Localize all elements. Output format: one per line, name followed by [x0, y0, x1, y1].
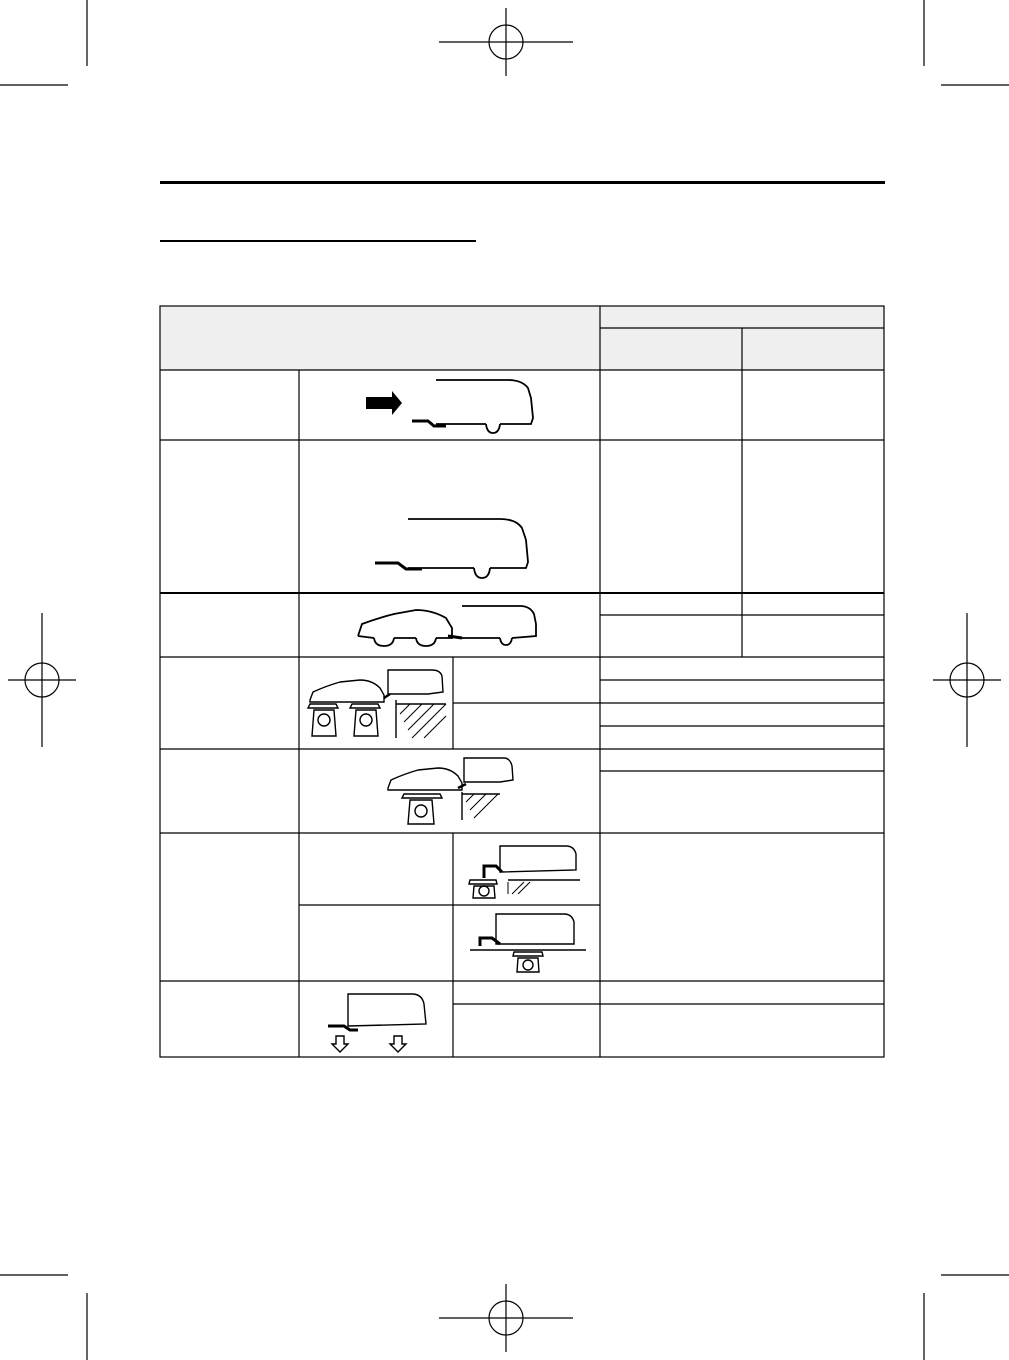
scale-icon	[402, 794, 442, 824]
scale-icon	[469, 880, 497, 898]
arrow-right-icon	[366, 391, 402, 415]
scale-icon	[350, 704, 380, 736]
trailer-with-arrow-illustration	[366, 380, 533, 433]
trailer-illustration	[375, 519, 528, 578]
trailer-with-down-arrows-illustration	[328, 994, 426, 1052]
table-header	[160, 306, 884, 370]
trailer-axle-on-scale-illustration	[470, 914, 586, 972]
scale-icon	[308, 704, 338, 736]
car-towing-trailer-illustration	[358, 606, 536, 646]
scale-icon	[513, 952, 543, 972]
car-on-one-scale-illustration	[388, 758, 513, 824]
down-arrow-icon	[332, 1036, 348, 1052]
car-on-two-scales-illustration	[308, 670, 446, 738]
hitch-on-scale-illustration	[469, 846, 580, 898]
down-arrow-icon	[390, 1036, 406, 1052]
